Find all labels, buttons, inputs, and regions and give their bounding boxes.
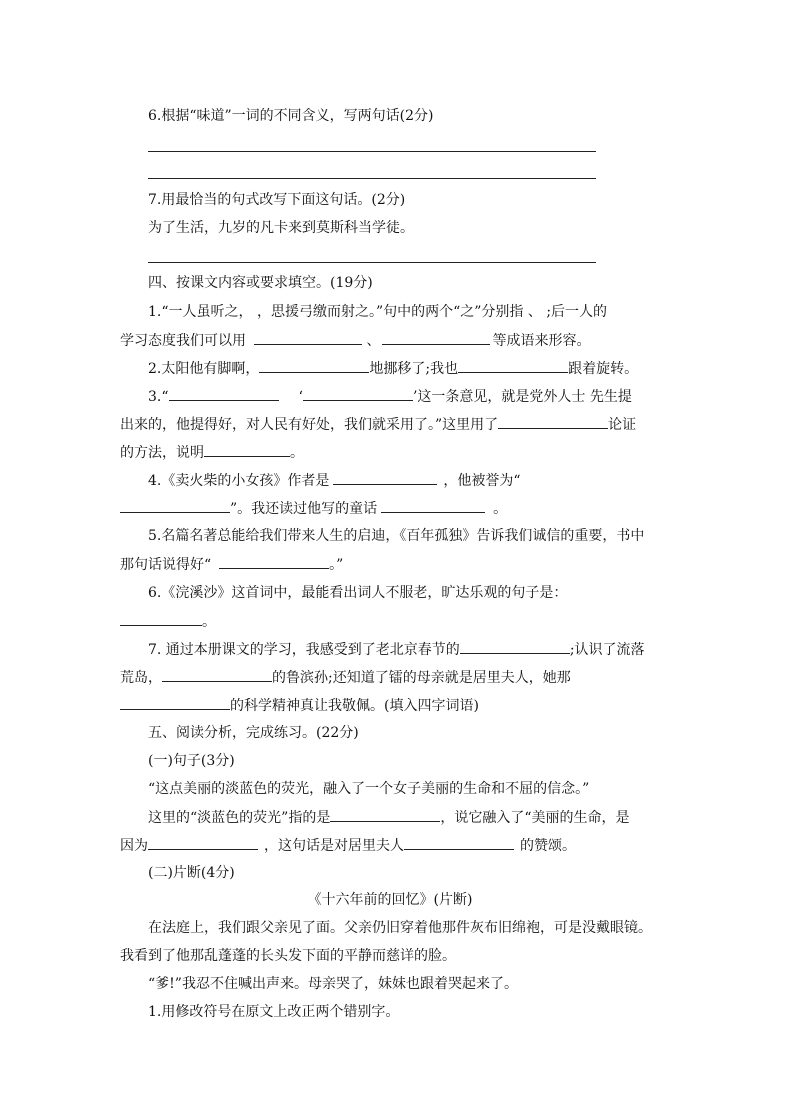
question-7-prompt: 7.用最恰当的句式改写下面这句话。(2分) xyxy=(148,192,406,208)
text: 荒岛， xyxy=(120,670,162,686)
passage-paragraph-1b: 我看到了他那乱蓬蓬的长头发下面的平静而慈详的脸。 xyxy=(120,948,456,964)
s5-part1-question-line1 xyxy=(148,807,630,827)
fill-blank[interactable] xyxy=(333,470,437,485)
fill-blank[interactable] xyxy=(148,835,258,850)
s5-part2-question-1: 1.用修改符号在原文上改正两个错别字。 xyxy=(148,1004,400,1020)
text: ;认识了流落 xyxy=(569,642,645,658)
text: ，说它融入了“美丽的生命，是 xyxy=(440,810,630,826)
passage-title: 《十六年前的回忆》(片断) xyxy=(307,892,473,908)
s5-part1-question-line2 xyxy=(120,835,576,855)
fill-blank[interactable] xyxy=(382,330,490,345)
text: 。 xyxy=(290,445,304,461)
text: ，他被誉为“ xyxy=(443,473,521,489)
answer-line[interactable] xyxy=(148,262,596,263)
s4-item6-line1: 6.《浣溪沙》这首词中，最能看出词人不服老，旷达乐观的句子是： xyxy=(148,585,568,601)
s4-item5-line1: 5.名篇名著总能给我们带来人生的启迪，《百年孤独》告诉我们诚信的重要，书中 xyxy=(148,528,645,544)
section-5-heading: 五、阅读分析，完成练习。(22分) xyxy=(148,725,359,741)
fill-blank[interactable] xyxy=(404,835,514,850)
fill-blank[interactable] xyxy=(259,358,369,373)
s4-item7-line2 xyxy=(120,667,571,687)
text: 2.太阳他有脚啊， xyxy=(148,361,260,377)
question-6-prompt: 6.根据“味道”一词的不同含义，写两句话(2分) xyxy=(148,108,434,124)
fill-blank[interactable] xyxy=(381,498,485,513)
s4-item4-line2 xyxy=(120,498,507,518)
text: 出来的，他提得好，对人民有好处，我们就采用了。”这里用了 xyxy=(120,417,499,433)
text: ”。我还读过他写的童话 xyxy=(230,501,378,517)
s4-item6-line2 xyxy=(120,611,216,631)
s4-item7-line1 xyxy=(148,639,645,659)
s4-item3-line3 xyxy=(120,442,304,462)
s4-item2 xyxy=(148,358,638,378)
text: 学习态度我们可以用 xyxy=(120,333,246,349)
passage-paragraph-2: “爹!”我忍不住喊出声来。母亲哭了，妹妹也跟着哭起来了。 xyxy=(148,976,518,992)
section-4-heading: 四、按课文内容或要求填空。(19分) xyxy=(148,275,373,291)
text: ‘ xyxy=(298,389,303,405)
fill-blank[interactable] xyxy=(303,386,413,401)
text: 。” xyxy=(329,557,344,573)
text: 论证 xyxy=(608,417,637,433)
fill-blank[interactable] xyxy=(120,695,230,710)
text: 这里的“淡蓝色的荧光”指的是 xyxy=(148,810,331,826)
fill-blank[interactable] xyxy=(162,667,272,682)
s4-item5-line2 xyxy=(120,554,343,574)
s4-item7-line3 xyxy=(120,695,479,715)
text: 等成语来形容。 xyxy=(492,333,591,349)
fill-blank[interactable] xyxy=(458,358,568,373)
fill-blank[interactable] xyxy=(120,611,202,626)
text: 因为 xyxy=(120,838,148,854)
s5-part1-heading: (一)句子(3分) xyxy=(148,753,235,769)
text: 的方法，说明 xyxy=(120,445,204,461)
fill-blank[interactable] xyxy=(219,554,329,569)
text: 、 xyxy=(366,333,381,349)
text: 3.“ xyxy=(148,389,169,405)
text: 。 xyxy=(493,501,508,517)
text: 4.《卖火柴的小女孩》作者是 xyxy=(148,473,330,489)
text: 跟着旋转。 xyxy=(568,361,639,377)
fill-blank[interactable] xyxy=(254,330,362,345)
text: 的赞颂。 xyxy=(520,838,576,854)
fill-blank[interactable] xyxy=(330,807,440,822)
text: 7. 通过本册课文的学习，我感受到了老北京春节的 xyxy=(148,642,460,658)
question-7-sentence: 为了生活，九岁的凡卡来到莫斯科当学徒。 xyxy=(148,220,414,236)
text: 那句话说得好“ xyxy=(120,557,212,573)
answer-line[interactable] xyxy=(148,151,596,152)
s4-item3-line2 xyxy=(120,414,636,434)
text: 的科学精神真让我敬佩。(填入四字词语) xyxy=(230,698,479,714)
s4-item1-line2 xyxy=(120,330,590,350)
s4-item4-line1 xyxy=(148,470,521,490)
text: 。 xyxy=(202,614,216,630)
fill-blank[interactable] xyxy=(204,442,290,457)
answer-line[interactable] xyxy=(148,178,596,179)
passage-paragraph-1a: 在法庭上，我们跟父亲见了面。父亲仍旧穿着他那件灰布旧绵袍，可是没戴眼镜。 xyxy=(148,920,652,936)
s5-part1-quote: “这点美丽的淡蓝色的荧光，融入了一个女子美丽的生命和不屈的信念。” xyxy=(148,781,590,797)
text: 地挪移了;我也 xyxy=(369,361,459,377)
fill-blank[interactable] xyxy=(120,498,230,513)
fill-blank[interactable] xyxy=(169,386,279,401)
text: ，这句话是对居里夫人 xyxy=(264,838,404,854)
fill-blank[interactable] xyxy=(498,414,608,429)
text: 的鲁滨孙;还知道了镭的母亲就是居里夫人，她那 xyxy=(272,670,571,686)
fill-blank[interactable] xyxy=(460,639,570,654)
s5-part2-heading: (二)片断(4分) xyxy=(148,865,235,881)
s4-item3-line1 xyxy=(148,386,632,406)
s4-item1-line1: 1.“一人虽听之， ，思援弓缴而射之。”句中的两个“之”分别指 、 ;后一人的 xyxy=(148,304,608,320)
text: ’这一条意见，就是党外人士 先生提 xyxy=(412,389,632,405)
